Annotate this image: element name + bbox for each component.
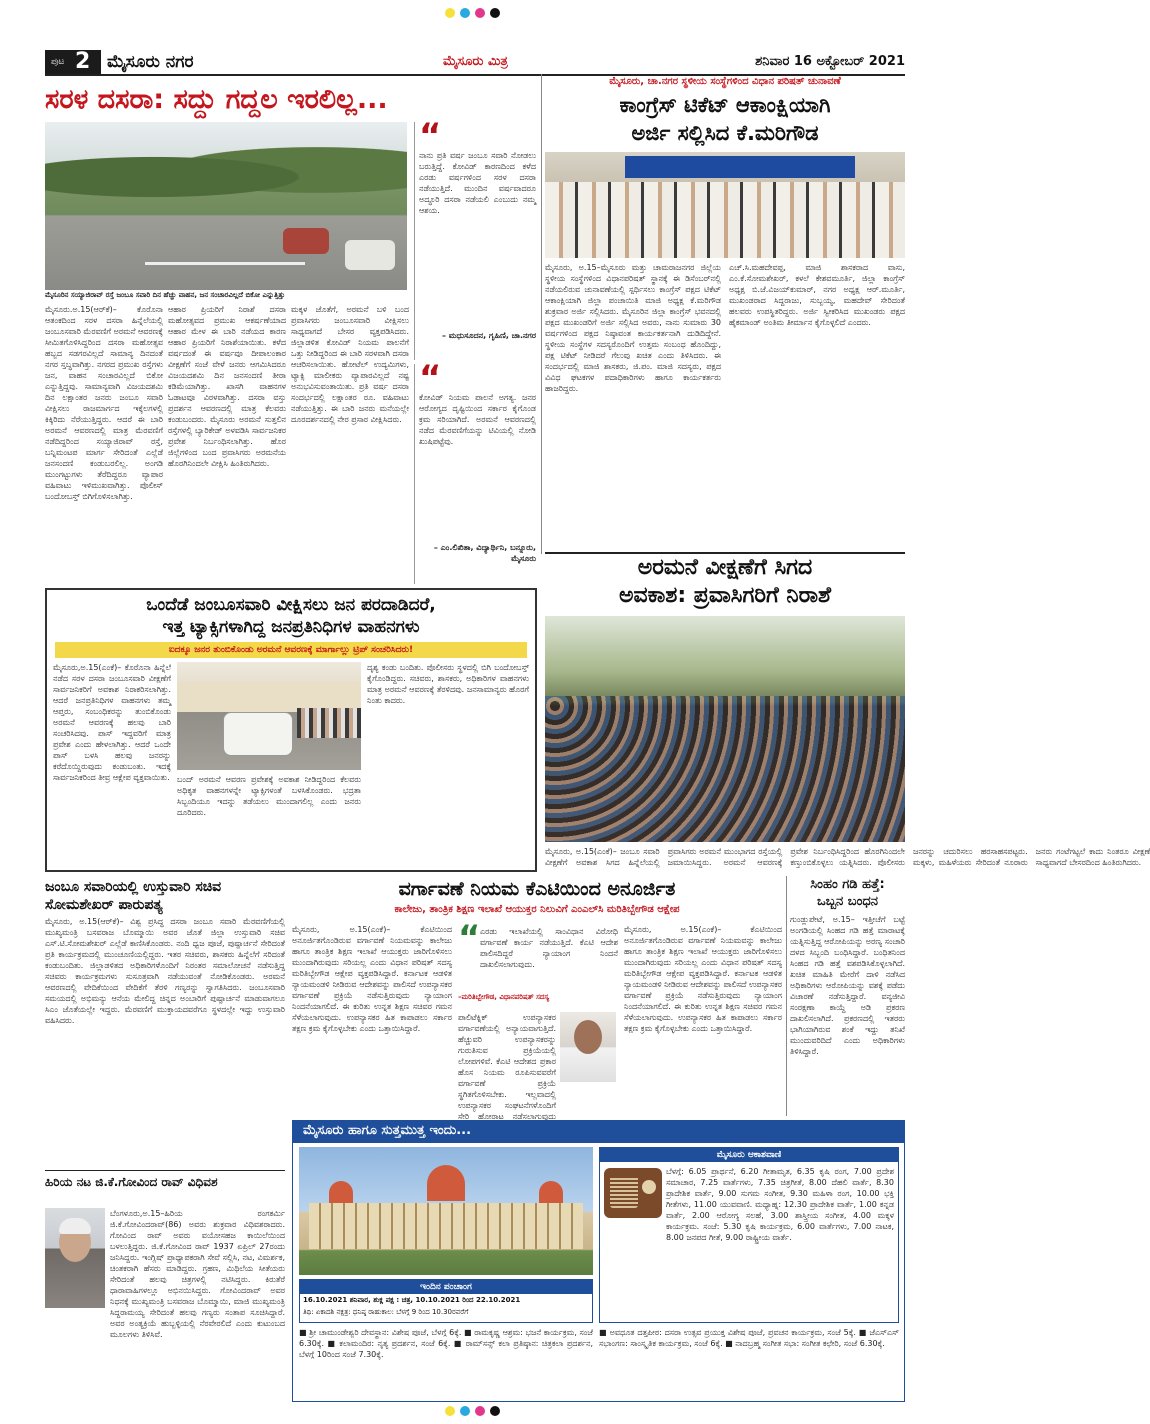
lead-body-col-3: ಮಕ್ಕಳ ಜೊತೆಗೆ, ಅರಮನೆ ಬಳಿ ಬಂದ ಪ್ರವಾಸಿಗರು ಜಂಬೂಸವಾರಿ ವೀಕ್ಷಿಸಲು ಸಾಧ್ಯವಾಗದೆ ಬೇಸರ ವ್ಯಕ್ತಪಡಿಸಿದರು. ಜಿಲ್ಲಾಡಳಿತ ಕೋವಿಡ್ ನಿಯಮ ಪಾಲನೆಗೆ ಒತ್ತು ನೀಡಿದ್ದರಿಂದ ಈ ಬಾರಿ ಸರಳವಾಗಿ ದಸರಾ ಆಚರಿಸಲಾಯಿತು. ಹೋಟೆಲ್ ಉದ್ಯಮಿಗಳು, ಟ್ಯಾಕ್ಸಿ ಮಾಲೀಕರು ವ್ಯಾಪಾರವಿಲ್ಲದೆ ನಷ್ಟ ಅನುಭವಿಸುವಂತಾಯಿತು. ಪ್ರತಿ ವರ್ಷ ದಸರಾ ಸಂದರ್ಭದಲ್ಲಿ ಲಕ್ಷಾಂತರ ರೂ. ವಹಿವಾಟು ನಡೆಯುತ್ತಿತ್ತು. ಈ ಬಾರಿ ಜನರು ಮನೆಯಲ್ಲೇ ದೂರದರ್ಶನದಲ್ಲಿ ನೇರ ಪ್ರಸಾರ ವೀಕ್ಷಿಸಿದರು. [291,305,409,424]
registration-mark-bottom-black [490,1406,500,1416]
varga-portrait [560,1012,616,1082]
today-section [292,1120,905,1402]
registration-mark-cyan [460,8,470,18]
jumbo-story-box [45,588,537,872]
panchanga-line-1: 16.10.2021 ಶನಿವಾರ, ಶುಕ್ಲ ಪಕ್ಷ : ಚತ್ರ, 10.10.2021 ರಿಂದ 22.10.2021 [303,1296,521,1304]
tourists-headline-line2: ಅವಕಾಶ: ಪ್ರವಾಸಿಗರಿಗೆ ನಿರಾಶೆ [619,583,831,608]
quote-mark-2: “ [419,358,442,398]
varga-quote-text: ಎರಡು ಇಲಾಖೆಯಲ್ಲಿ ಸಾಂವಿಧಾನ ವಿರೋಧಿ ವರ್ಗಾವಣೆ ಕಾರ್ಯ ನಡೆಯುತ್ತಿದೆ. ಕೆಎಟಿ ಆದೇಶ ಪಾಲಿಸದಿದ್ದರೆ ನ್ಯಾಯಾಂಗ ನಿಂದನೆ ದಾಖಲಿಸಲಾಗುವುದು. [480,927,618,969]
page-label: ಪುಟ [51,57,65,67]
lion-body: ಗುಂಡ್ಲುಪೇಟೆ, ಅ.15– ಇತ್ತೀಚೆಗೆ ಬಟ್ಟೆ ಅಂಗಡಿಯಲ್ಲಿ ಸಿಂಹದ ಗಡಿ ಹತ್ತೆ ಮಾರಾಟಕ್ಕೆ ಯತ್ನಿಸುತ್ತಿದ್ದ ಆರೋಪಿಯನ್ನು ಅರಣ್ಯ ಸಂಚಾರಿ ದಳದ ಸಿಬ್ಬಂದಿ ಬಂಧಿಸಿದ್ದಾರೆ. ಬಂಧಿತನಿಂದ ಸಿಂಹದ ಗಡಿ ಹತ್ತೆ ವಶಪಡಿಸಿಕೊಳ್ಳಲಾಗಿದೆ. ಖಚಿತ ಮಾಹಿತಿ ಮೇರೆಗೆ ದಾಳಿ ನಡೆಸಿದ ಅಧಿಕಾರಿಗಳು ಆರೋಪಿಯನ್ನು ವಶಕ್ಕೆ ಪಡೆದು ವಿಚಾರಣೆ ನಡೆಸುತ್ತಿದ್ದಾರೆ. ವನ್ಯಜೀವಿ ಸಂರಕ್ಷಣಾ ಕಾಯ್ದೆ ಅಡಿ ಪ್ರಕರಣ ದಾಖಲಿಸಲಾಗಿದೆ. ಪ್ರಕರಣದಲ್ಲಿ ಇತರರು ಭಾಗಿಯಾಗಿರುವ ಶಂಕೆ ಇದ್ದು ತನಿಖೆ ಮುಂದುವರಿದಿದೆ ಎಂದು ಅಧಿಕಾರಿಗಳು ತಿಳಿಸಿದ್ದಾರೆ. [790,915,905,1056]
registration-mark-magenta [475,8,485,18]
quote-box-2 [414,358,536,584]
congress-body-col-2: ಎಚ್.ಸಿ.ಮಹದೇವಪ್ಪ, ಮಾಜಿ ಶಾಸಕರಾದ ವಾಸು, ಎಂ.ಕೆ.ಸೋಮಶೇಖರ್, ಕಳಲೆ ಕೇಶವಮೂರ್ತಿ, ಜಿಲ್ಲಾ ಕಾಂಗ್ರೆಸ್ ಅಧ್ಯಕ್ಷ ಬಿ.ಜೆ.ವಿಜಯ್‌ಕುಮಾರ್, ನಗರ ಅಧ್ಯಕ್ಷ ಆರ್.ಮೂರ್ತಿ, ಮುಖಂಡರಾದ ಸಿದ್ದರಾಜು, ಸುಬ್ಬಯ್ಯ, ಮಹದೇವ್ ಸೇರಿದಂತೆ ಹಲವರು ಉಪಸ್ಥಿತರಿದ್ದರು. ಅರ್ಜಿ ಸ್ವೀಕರಿಸಿದ ಮುಖಂಡರು ಪಕ್ಷದ ಹೈಕಮಾಂಡ್ ಅಂತಿಮ ತೀರ್ಮಾನ ಕೈಗೊಳ್ಳಲಿದೆ ಎಂದರು. [729,263,905,327]
registration-mark-bottom-cyan [460,1406,470,1416]
jumbo-headline-line1: ಒಂದೆಡೆ ಜಂಬೂಸವಾರಿ ವೀಕ್ಷಿಸಲು ಜನ ಪರದಾಡಿದರೆ, [146,595,436,615]
tourists-headline-box [545,552,905,612]
congress-body-col-1: ಮೈಸೂರು, ಅ.15–ಮೈಸೂರು ಮತ್ತು ಚಾಮರಾಜನಗರ ಜಿಲ್ಲೆಯ ಸ್ಥಳೀಯ ಸಂಸ್ಥೆಗಳಿಂದ ವಿಧಾನಪರಿಷತ್ ಸ್ಥಾನಕ್ಕೆ ಈ ಡಿಸೆಂಬರ್‌ನಲ್ಲಿ ನಡೆಯಲಿರುವ ಚುನಾವಣೆಯಲ್ಲಿ ಸ್ಪರ್ಧಿಸಲು ಕಾಂಗ್ರೆಸ್ ಪಕ್ಷದ ಟಿಕೆಟ್ ಆಕಾಂಕ್ಷಿಯಾಗಿ ಜಿಲ್ಲಾ ಪಂಚಾಯಿತಿ ಮಾಜಿ ಅಧ್ಯಕ್ಷ ಕೆ.ಮರಿಗೌಡ ಶುಕ್ರವಾರ ಅರ್ಜಿ ಸಲ್ಲಿಸಿದರು. ಮೈಸೂರಿನ ಜಿಲ್ಲಾ ಕಾಂಗ್ರೆಸ್ ಭವನದಲ್ಲಿ ಪಕ್ಷದ ಮುಖಂಡರಿಗೆ ಅರ್ಜಿ ಸಲ್ಲಿಸಿದ ಅವರು, ನಾನು ಸುಮಾರು 30 ವರ್ಷಗಳಿಂದ ಪಕ್ಷದ ನಿಷ್ಠಾವಂತ ಕಾರ್ಯಕರ್ತನಾಗಿ ದುಡಿದಿದ್ದೇನೆ. ಸ್ಥಳೀಯ ಸಂಸ್ಥೆಗಳ ಸದಸ್ಯರೊಂದಿಗೆ ಉತ್ತಮ ಸಂಬಂಧ ಹೊಂದಿದ್ದು, ಪಕ್ಷ ಟಿಕೆಟ್ ನೀಡಿದರೆ ಗೆಲುವು ಖಚಿತ ಎಂದು ತಿಳಿಸಿದರು. ಈ ಸಂದರ್ಭದಲ್ಲಿ ಮಾಜಿ ಶಾಸಕರು, ಜಿ.ಪಂ. ಮಾಜಿ ಸದಸ್ಯರು, ಪಕ್ಷದ ವಿವಿಧ ಘಟಕಗಳ ಪದಾಧಿಕಾರಿಗಳು ಹಾಗೂ ಕಾರ್ಯಕರ್ತರು ಹಾಜರಿದ್ದರು. [545,263,721,393]
radio-title: ಮೈಸೂರು ಆಕಾಶವಾಣಿ [600,1148,898,1162]
car-red [283,228,329,254]
radio-dial [642,1180,656,1194]
section-title: ಮೈಸೂರು ನಗರ [107,52,194,72]
lead-body-col-2: ಆಹಾರ ಪ್ರಿಯರಿಗೆ ನಿರಾಶೆ ದಸರಾ ಮಹೋತ್ಸವದ ಪ್ರಮುಖ ಆಕರ್ಷಣೆಯಾದ ಆಹಾರ ಮೇಳ ಈ ಬಾರಿ ನಡೆಯದ ಕಾರಣ ಆಹಾರ ಪ್ರಿಯರಿಗೆ ನಿರಾಶೆಯಾಯಿತು. ಕಳೆದ ವರ್ಷದಂತೆ ಈ ವರ್ಷವೂ ದೀಪಾಲಂಕಾರ ವೀಕ್ಷಣೆಗೆ ಸಂಜೆ ವೇಳೆ ಜನರು ಆಗಮಿಸಿದರೂ ವಿಜಯದಶಮಿ ದಿನ ಜನಸಂದಣಿ ತೀರಾ ಕಡಿಮೆಯಾಗಿತ್ತು. ಖಾಸಗಿ ವಾಹನಗಳ ಓಡಾಟವೂ ವಿರಳವಾಗಿತ್ತು. ದಸರಾ ವಸ್ತು ಪ್ರದರ್ಶನ ಆವರಣದಲ್ಲಿ ಮಾತ್ರ ಕೆಲವರು ಕಂಡುಬಂದರು. ಮೈಸೂರು ಅರಮನೆ ಸುತ್ತಲಿನ ರಸ್ತೆಗಳಲ್ಲಿ ಬ್ಯಾರಿಕೇಡ್ ಅಳವಡಿಸಿ ಸಾರ್ವಜನಿಕರ ಪ್ರವೇಶ ನಿರ್ಬಂಧಿಸಲಾಗಿತ್ತು. ಹೊರ ಜಿಲ್ಲೆಗಳಿಂದ ಬಂದ ಪ್ರವಾಸಿಗರು ಅರಮನೆಯ ಹೊರಗಿನಿಂದಲೇ ವೀಕ್ಷಿಸಿ ಹಿಂತಿರುಗಿದರು. [168,305,286,468]
varga-face [574,1020,602,1054]
today-banner [293,1121,904,1143]
subhead-food-lovers [168,304,286,584]
tree-canopy [45,142,407,212]
varga-body-col-1: ಮೈಸೂರು, ಅ.15(ಎಂಕೆ)– ಕೆಎಟಿಯಿಂದ ಅನೂರ್ಜಿತಗೊಂಡಿರುವ ವರ್ಗಾವಣೆ ನಿಯಮವನ್ನು ಕಾಲೇಜು ಹಾಗೂ ತಾಂತ್ರಿಕ ಶಿಕ್ಷಣ ಇಲಾಖೆ ಆಯುಕ್ತರು ಜಾರಿಗೊಳಿಸಲು ಮುಂದಾಗಿರುವುದು ಸರಿಯಲ್ಲ ಎಂದು ವಿಧಾನ ಪರಿಷತ್ ಸದಸ್ಯ ಮರಿತಿಬ್ಬೇಗೌಡ ಆಕ್ಷೇಪ ವ್ಯಕ್ತಪಡಿಸಿದ್ದಾರೆ. ಕರ್ನಾಟಕ ಆಡಳಿತ ನ್ಯಾಯಮಂಡಳಿ ನೀಡಿರುವ ಆದೇಶವನ್ನು ಪಾಲಿಸದೆ ಉಪನ್ಯಾಸಕರ ವರ್ಗಾವಣೆ ಪ್ರಕ್ರಿಯೆ ನಡೆಸುತ್ತಿರುವುದು ನ್ಯಾಯಾಂಗ ನಿಂದನೆಯಾಗಲಿದೆ. ಈ ಕುರಿತು ಉನ್ನತ ಶಿಕ್ಷಣ ಸಚಿವರ ಗಮನ ಸೆಳೆಯಲಾಗುವುದು. ಉಪನ್ಯಾಸಕರ ಹಿತ ಕಾಪಾಡಲು ಸರ್ಕಾರ ತಕ್ಷಣ ಕ್ರಮ ಕೈಗೊಳ್ಳಬೇಕು ಎಂದು ಒತ್ತಾಯಿಸಿದ್ದಾರೆ. [292,925,452,1033]
radio-box [599,1147,899,1323]
somashekar-headline: ಜಂಬೂ ಸವಾರಿಯಲ್ಲಿ ಉಸ್ತುವಾರಿ ಸಚಿವ ಸೋಮಶೇಖರ್ ಪಾರುಪತ್ಯ [45,879,222,913]
today-banner-text: ಮೈಸೂರು ಹಾಗೂ ಸುತ್ತಮುತ್ತ ಇಂದು... [303,1123,472,1138]
quote-1-text: ನಾನು ಪ್ರತಿ ವರ್ಷ ಜಂಬೂ ಸವಾರಿ ನೋಡಲು ಬರುತ್ತಿದ್ದೆ. ಕೋವಿಡ್ ಕಾರಣದಿಂದ ಕಳೆದ ಎರಡು ವರ್ಷಗಳಿಂದ ಸರಳ ದಸರಾ ನಡೆಯುತ್ತಿದೆ. ಮುಂದಿನ ವರ್ಷವಾದರೂ ಅದ್ಧೂರಿ ದಸರಾ ನಡೆಯಲಿ ಎಂಬುದು ನಮ್ಮ ಆಶಯ. [419,151,536,215]
jumbo-headline-line2: ಇತ್ತ ಟ್ಯಾಕ್ಸಿಗಳಾಗಿದ್ದ ಜನಪ್ರತಿನಿಧಿಗಳ ವಾಹನಗಳು [162,617,420,637]
radio-icon [604,1168,662,1218]
page-date: ಶನಿವಾರ 16 ಅಕ್ಟೋಬರ್ 2021 [755,54,905,69]
varga-subhead: ಕಾಲೇಜು, ತಾಂತ್ರಿಕ ಶಿಕ್ಷಣ ಇಲಾಖೆ ಆಯುಕ್ತರ ನಿಲುವಿಗೆ ಎಂಎಲ್‌ಸಿ ಮರಿತಿಬ್ಬೇಗೌಡ ಆಕ್ಷೇಪ [394,904,680,915]
lead-photo-caption: ಮೈಸೂರಿನ ಸಯ್ಯಾಜಿರಾವ್ ರಸ್ತೆ ಜಂಬೂ ಸವಾರಿ ದಿನ ಹೆಚ್ಚು ವಾಹನ, ಜನ ಸಂಚಾರವಿಲ್ಲದೆ ಬಿಕೋ ಎನ್ನುತ್ತಿತ್ತು [45,291,285,299]
varga-quote-box [458,918,618,1008]
varga-body-col-3: ಮೈಸೂರು, ಅ.15(ಎಂಕೆ)– ಕೆಎಟಿಯಿಂದ ಅನೂರ್ಜಿತಗೊಂಡಿರುವ ವರ್ಗಾವಣೆ ನಿಯಮವನ್ನು ಕಾಲೇಜು ಹಾಗೂ ತಾಂತ್ರಿಕ ಶಿಕ್ಷಣ ಇಲಾಖೆ ಆಯುಕ್ತರು ಜಾರಿಗೊಳಿಸಲು ಮುಂದಾಗಿರುವುದು ಸರಿಯಲ್ಲ ಎಂದು ವಿಧಾನ ಪರಿಷತ್ ಸದಸ್ಯ ಮರಿತಿಬ್ಬೇಗೌಡ ಆಕ್ಷೇಪ ವ್ಯಕ್ತಪಡಿಸಿದ್ದಾರೆ. ಕರ್ನಾಟಕ ಆಡಳಿತ ನ್ಯಾಯಮಂಡಳಿ ನೀಡಿರುವ ಆದೇಶವನ್ನು ಪಾಲಿಸದೆ ಉಪನ್ಯಾಸಕರ ವರ್ಗಾವಣೆ ಪ್ರಕ್ರಿಯೆ ನಡೆಸುತ್ತಿರುವುದು ನ್ಯಾಯಾಂಗ ನಿಂದನೆಯಾಗಲಿದೆ. ಈ ಕುರಿತು ಉನ್ನತ ಶಿಕ್ಷಣ ಸಚಿವರ ಗಮನ ಸೆಳೆಯಲಾಗುವುದು. ಉಪನ್ಯಾಸಕರ ಹಿತ ಕಾಪಾಡಲು ಸರ್ಕಾರ ತಕ್ಷಣ ಕ್ರಮ ಕೈಗೊಳ್ಳಬೇಕು ಎಂದು ಒತ್ತಾಯಿಸಿದ್ದಾರೆ. [624,925,782,1033]
lion-headline-line1: ಸಿಂಹಂ ಗಡಿ ಹತ್ತೆ: [810,877,885,892]
varga-headline: ವರ್ಗಾವಣೆ ನಿಯಮ ಕೆಎಟಿಯಿಂದ ಅನೂರ್ಜಿತ [398,878,676,900]
lead-headline: ಸರಳ ದಸರಾ: ಸದ್ದು ಗದ್ದಲ ಇರಲಿಲ್ಲ... [45,84,388,115]
varga-quote-attribution: –ಮರಿತಿಬ್ಬೇಗೌಡ, ವಿಧಾನಪರಿಷತ್ ಸದಸ್ಯ [458,993,550,1001]
lead-photo-street [45,122,407,290]
jumbo-strapline: ಐದಕ್ಕೂ ಜನರ ತುಂಬಿಕೊಂಡು ಅರಮನೆ ಆವರಣಕ್ಕೆ ಮಾರ್ಗಾಲ್ಲು ಟ್ರಿಪ್ ಸಂಚರಿಸಿದರು! [55,642,527,658]
quote-box-1 [414,116,536,360]
somashekar-body: ಮೈಸೂರು, ಅ.15(ಆರ್‌ಕೆ)– ವಿಶ್ವ ಪ್ರಸಿದ್ಧ ದಸರಾ ಜಂಬೂ ಸವಾರಿ ಮೆರವಣಿಗೆಯಲ್ಲಿ ಮುಖ್ಯಮಂತ್ರಿ ಬಸವರಾಜ ಬೊಮ್ಮಾಯಿ ಅವರ ಜೊತೆ ಜಿಲ್ಲಾ ಉಸ್ತುವಾರಿ ಸಚಿವ ಎಸ್.ಟಿ.ಸೋಮಶೇಖರ್ ಎಲ್ಲೆಡೆ ಕಾಣಿಸಿಕೊಂಡರು. ನಂದಿ ಧ್ವಜ ಪೂಜೆ, ಪುಷ್ಪಾರ್ಚನೆ ಸೇರಿದಂತೆ ಪ್ರತಿ ಕಾರ್ಯಕ್ರಮದಲ್ಲಿ ಮುಂಚೂಣಿಯಲ್ಲಿದ್ದರು. ಇತರ ಸಚಿವರು, ಶಾಸಕರು ಹಿನ್ನೆಲೆಗೆ ಸರಿದಂತೆ ಕಂಡುಬಂದಿತು. ಜಿಲ್ಲಾಡಳಿತದ ಅಧಿಕಾರಿಗಳೊಂದಿಗೆ ನಿರಂತರ ಸಮಾಲೋಚನೆ ನಡೆಸುತ್ತಿದ್ದ ಸಚಿವರು ಕಾರ್ಯಕ್ರಮಗಳು ಸುಸೂತ್ರವಾಗಿ ನಡೆಯುವಂತೆ ನೋಡಿಕೊಂಡರು. ಅರಮನೆ ಆವರಣದಲ್ಲಿ ವೇದಿಕೆಯಿಂದ ವೇದಿಕೆಗೆ ತೆರಳಿ ಗಣ್ಯರನ್ನು ಸ್ವಾಗತಿಸಿದರು. ಜಂಬೂಸವಾರಿ ಸಮಯದಲ್ಲಿ ಅಭಿಮನ್ಯು ಆನೆಯ ಮೇಲಿದ್ದ ಚಿನ್ನದ ಅಂಬಾರಿಗೆ ಪುಷ್ಪಾರ್ಚನೆ ಮಾಡುವಾಗಲೂ ಸಿಎಂ ಜೊತೆಯಲ್ಲೇ ಇದ್ದರು. ಮೆರವಣಿಗೆ ಮುಕ್ತಾಯದವರೆಗೂ ಸ್ಥಳದಲ್ಲೇ ಇದ್ದು ಉಸ್ತುವಾರಿ ವಹಿಸಿದರು. [45,917,285,1025]
today-events-left: ■ ಶ್ರೀ ಚಾಮುಂಡೇಶ್ವರಿ ದೇವಸ್ಥಾನ: ವಿಶೇಷ ಪೂಜೆ, ಬೆಳಗ್ಗೆ 6ಕ್ಕೆ. ■ ರಾಮಕೃಷ್ಣ ಆಶ್ರಮ: ಭಜನೆ ಕಾರ್ಯಕ್ರಮ, ಸಂಜೆ 6.30ಕ್ಕೆ. ■ ಕಲಾಮಂದಿರ: ನೃತ್ಯ ಪ್ರದರ್ಶನ, ಸಂಜೆ 6ಕ್ಕೆ. ■ ರಾಮ್‌ಸನ್ಸ್ ಕಲಾ ಪ್ರತಿಷ್ಠಾನ: ಚಿತ್ರಕಲಾ ಪ್ರದರ್ಶನ, ಬೆಳಗ್ಗೆ 10ರಿಂದ ಸಂಜೆ 7.30ಕ್ಕೆ. [299,1328,593,1359]
jumbo-photo-cars [177,662,361,770]
masthead [45,50,905,74]
palace-dome-center [427,1165,465,1201]
radio-speaker-grille [610,1176,638,1208]
road-marking [145,262,305,265]
palace-photo [299,1147,593,1275]
obituary-headline: ಹಿರಿಯ ನಟ ಜಿ.ಕೆ.ಗೋವಿಂದ ರಾವ್ ವಿಧಿವಶ [45,1175,218,1189]
portrait-hair [59,1218,91,1234]
tourists-headline-line1: ಅರಮನೆ ವೀಕ್ಷಣೆಗೆ ಸಿಗದ [637,555,813,580]
tourists-body: ಮೈಸೂರು, ಅ.15(ಎಂಕೆ)– ಜಂಬೂ ಸವಾರಿ ವೀಕ್ಷಣೆಗೆ ಅವಕಾಶ ಸಿಗದ ಹಿನ್ನೆಲೆಯಲ್ಲಿ ಪ್ರವಾಸಿಗರು ಅರಮನೆ ಮುಂಭಾಗದ ರಸ್ತೆಯಲ್ಲಿ ಜಮಾಯಿಸಿದ್ದರು. ಅರಮನೆ ಆವರಣಕ್ಕೆ ಪ್ರವೇಶ ನಿರ್ಬಂಧಿಸಿದ್ದರಿಂದ ಹೊರಗಿನಿಂದಲೇ ಕಣ್ತುಂಬಿಕೊಳ್ಳಲು ಯತ್ನಿಸಿದರು. ಪೊಲೀಸರು ಜನರನ್ನು ಚದುರಿಸಲು ಹರಸಾಹಸಪಟ್ಟರು. ಮಕ್ಕಳು, ಮಹಿಳೆಯರು ಸೇರಿದಂತೆ ನೂರಾರು ಜನರು ಗಂಟೆಗಟ್ಟಲೆ ಕಾದು ನಿಂತರೂ ವೀಕ್ಷಣೆ ಸಾಧ್ಯವಾಗದೆ ಬೇಸರದಿಂದ ಹಿಂತಿರುಗಿದರು. [545,847,1150,867]
palace-dome-right [539,1181,563,1205]
page-number: 2 [75,49,91,74]
quote-2-attribution: – ಎಂ.ಲಿಖಿತಾ, ವಿದ್ಯಾರ್ಥಿನಿ, ಬನ್ನೂರು, ಮೈಸೂರು [433,543,536,563]
congress-divider [541,74,542,554]
varga-quote-mark: “ [458,918,481,958]
jumbo-body-col-3: ದೃಶ್ಯ ಕಂಡು ಬಂದಿತು. ಪೊಲೀಸರು ಸ್ಥಳದಲ್ಲಿ ಬಿಗಿ ಬಂದೋಬಸ್ತ್ ಕೈಗೊಂಡಿದ್ದರು. ಸಚಿವರು, ಶಾಸಕರು, ಅಧಿಕಾರಿಗಳ ವಾಹನಗಳು ಮಾತ್ರ ಅರಮನೆ ಆವರಣಕ್ಕೆ ತೆರಳಿದವು. ಜನಸಾಮಾನ್ಯರು ಹೊರಗೆ ನಿಂತು ಕಾದರು. [367,663,529,705]
registration-mark-black [490,8,500,18]
tourists-photo-crowd [545,616,905,842]
radio-schedule: ಬೆಳಗ್ಗೆ: 6.05 ಪ್ರಾರ್ಥನೆ, 6.20 ಗೀತಾಮೃತ, 6.35 ಕೃಷಿ ರಂಗ, 7.00 ಪ್ರದೇಶ ಸಮಾಚಾರ, 7.25 ವಾರ್ತೆಗಳು, 7.35 ಚಿತ್ರಗೀತೆ, 8.00 ದೆಹಲಿ ವಾರ್ತೆ, 8.30 ಪ್ರಾದೇಶಿಕ ವಾರ್ತೆ, 9.00 ಸುಗಮ ಸಂಗೀತ, 9.30 ಮಹಿಳಾ ರಂಗ, 10.00 ಭಕ್ತಿ ಗೀತೆಗಳು, 11.00 ಯುವವಾಣಿ. ಮಧ್ಯಾಹ್ನ: 12.30 ಪ್ರಾದೇಶಿಕ ವಾರ್ತೆ, 1.00 ಕನ್ನಡ ವಾರ್ತೆ, 2.00 ಆರೋಗ್ಯ ಸಲಹೆ, 3.00 ಶಾಸ್ತ್ರೀಯ ಸಂಗೀತ, 4.00 ಮಕ್ಕಳ ಕಾರ್ಯಕ್ರಮ. ಸಂಜೆ: 5.30 ಕೃಷಿ ಕಾರ್ಯಕ್ರಮ, 6.00 ವಾರ್ತೆಗಳು, 7.00 ನಾಟಕ, 8.00 ಜನಪದ ಗೀತೆ, 9.00 ರಾಷ್ಟ್ರೀಯ ವಾರ್ತೆ. [666,1167,894,1242]
palace-facade [309,1203,583,1249]
lion-divider [786,876,787,1116]
registration-mark-yellow [445,8,455,18]
congress-headline-line1: ಕಾಂಗ್ರೆಸ್ ಟಿಕೆಟ್ ಆಕಾಂಕ್ಷಿಯಾಗಿ [619,93,831,117]
quote-2-text: ಕೋವಿಡ್ ನಿಯಮ ಪಾಲನೆ ಅಗತ್ಯ. ಜನರ ಆರೋಗ್ಯದ ದೃಷ್ಟಿಯಿಂದ ಸರ್ಕಾರ ಕೈಗೊಂಡ ಕ್ರಮ ಸರಿಯಾಗಿದೆ. ಅರಮನೆ ಆವರಣದಲ್ಲಿ ನಡೆದ ಮೆರವಣಿಗೆಯನ್ನು ಟಿವಿಯಲ್ಲಿ ನೋಡಿ ಖುಷಿಪಟ್ಟೆವು. [419,393,536,446]
lead-body-col-1: ಮೈಸೂರು.ಅ.15(ಆರ್‌ಕೆ)– ಕೊರೊನಾ ಆತಂಕದಿಂದ ಸರಳ ದಸರಾ ಹಿನ್ನೆಲೆಯಲ್ಲಿ ಜಂಬೂಸವಾರಿ ಮೆರವಣಿಗೆ ಅರಮನೆ ಆವರಣಕ್ಕೆ ಸೀಮಿತಗೊಳಿಸಿದ್ದರಿಂದ ದಸರಾ ಮಹೋತ್ಸವ ಹಬ್ಬದ ಸಡಗರವಿಲ್ಲದೆ ಸಾಮಾನ್ಯ ದಿನದಂತೆ ನಗರ ಸ್ತಬ್ಧವಾಗಿತ್ತು. ನಗರದ ಪ್ರಮುಖ ರಸ್ತೆಗಳು ಜನ, ವಾಹನ ಸಂಚಾರವಿಲ್ಲದೆ ಬಿಕೋ ಎನ್ನುತ್ತಿದ್ದವು. ಸಾಮಾನ್ಯವಾಗಿ ವಿಜಯದಶಮಿ ದಿನ ಲಕ್ಷಾಂತರ ಜನರು ಜಂಬೂ ಸವಾರಿ ವೀಕ್ಷಿಸಲು ರಾಜಮಾರ್ಗದ ಇಕ್ಕೆಲಗಳಲ್ಲಿ ಕಿಕ್ಕಿರಿದು ನೆರೆಯುತ್ತಿದ್ದರು. ಆದರೆ ಈ ಬಾರಿ ಅರಮನೆ ಆವರಣದಲ್ಲಿ ಮಾತ್ರ ಮೆರವಣಿಗೆ ನಡೆದಿದ್ದರಿಂದ ಸಯ್ಯಾಜಿರಾವ್ ರಸ್ತೆ, ಬನ್ನಿಮಂಟಪ ಮಾರ್ಗ ಸೇರಿದಂತೆ ಎಲ್ಲೆಡೆ ಜನಸಂದಣಿ ಕಂಡುಬರಲಿಲ್ಲ. ಅಂಗಡಿ ಮುಂಗಟ್ಟುಗಳು ತೆರೆದಿದ್ದರೂ ವ್ಯಾಪಾರ ವಹಿವಾಟು ಇಳಿಮುಖವಾಗಿತ್ತು. ಪೊಲೀಸ್ ಬಂದೋಬಸ್ತ್ ಬಿಗಿಗೊಳಿಸಲಾಗಿತ್ತು. [45,305,163,501]
congress-photo-group [545,152,905,258]
banner-background [625,156,855,178]
crowd-heads [545,696,905,842]
registration-mark-bottom-yellow [445,1406,455,1416]
quote-1-attribution: – ಮಧುಸೂದನ, ಗೃಹಿಣಿ, ಚಾ.ನಗರ [442,331,536,340]
panchanga-box [299,1279,593,1323]
congress-kicker: ಮೈಸೂರು, ಚಾ.ನಗರ ಸ್ಥಳೀಯ ಸಂಸ್ಥೆಗಳಿಂದ ವಿಧಾನ ಪರಿಷತ್ ಚುನಾವಣೆ [609,76,841,87]
crowd-in-back [297,708,361,738]
varga-body-col-2: ಪಾಲಿಟೆಕ್ನಿಕ್ ಉಪನ್ಯಾಸಕರ ವರ್ಗಾವಣೆಯಲ್ಲಿ ಅನ್ಯಾಯವಾಗುತ್ತಿದೆ. ಹೆಚ್ಚುವರಿ ಉಪನ್ಯಾಸಕರನ್ನು ಗುರುತಿಸುವ ಪ್ರಕ್ರಿಯೆಯಲ್ಲಿ ಲೋಪಗಳಿವೆ. ಕೆಎಟಿ ಆದೇಶದ ಪ್ರಕಾರ ಹೊಸ ನಿಯಮ ರೂಪಿಸುವವರೆಗೆ ವರ್ಗಾವಣೆ ಪ್ರಕ್ರಿಯೆ ಸ್ಥಗಿತಗೊಳಿಸಬೇಕು. ಇಲ್ಲವಾದಲ್ಲಿ ಉಪನ್ಯಾಸಕರ ಸಂಘಟನೆಗಳೊಂದಿಗೆ ಸೇರಿ ಹೋರಾಟ ನಡೆಸಲಾಗುವುದು [458,1013,556,1121]
obituary-portrait [45,1208,105,1308]
today-events-right: ■ ಅವಧೂತ ದತ್ತಪೀಠ: ದಸರಾ ಉತ್ಸವ ಪ್ರಯುಕ್ತ ವಿಶೇಷ ಪೂಜೆ, ಪ್ರವಚನ ಕಾರ್ಯಕ್ರಮ, ಸಂಜೆ 5ಕ್ಕೆ. ■ ಜೆಎಸ್‌ಎಸ್ ಸಭಾಂಗಣ: ಸಾಂಸ್ಕೃತಿಕ ಕಾರ್ಯಕ್ರಮ, ಸಂಜೆ 6ಕ್ಕೆ. ■ ನಾದಬ್ರಹ್ಮ ಸಂಗೀತ ಸಭಾ: ಸಂಗೀತ ಕಛೇರಿ, ಸಂಜೆ 6.30ಕ್ಕೆ. [599,1328,899,1348]
obituary-rule [45,1170,285,1171]
car-white [345,240,395,270]
suv-white [223,712,293,756]
quote-mark-1: “ [419,116,442,156]
panchanga-line-2: ತಿಥಿ: ಏಕಾದಶಿ ನಕ್ಷತ್ರ: ಧನಿಷ್ಠ ರಾಹುಕಾಲ: ಬೆಳಗ್ಗೆ 9 ರಿಂದ 10.30ರವರೆಗೆ [303,1308,469,1316]
jumbo-body-col-2: ಬಂದ್‌ ಅರಮನೆ ಆವರಣ ಪ್ರವೇಶಕ್ಕೆ ಅವಕಾಶ ನೀಡಿದ್ದರಿಂದ ಕೆಲವರು ಅಧಿಕೃತ ವಾಹನಗಳನ್ನೇ ಟ್ಯಾಕ್ಸಿಗಳಂತೆ ಬಳಸಿಕೊಂಡರು. ಭದ್ರತಾ ಸಿಬ್ಬಂದಿಯೂ ಇದನ್ನು ತಡೆಯಲು ಮುಂದಾಗಲಿಲ್ಲ ಎಂದು ಜನರು ದೂರಿದರು. [177,775,361,817]
registration-mark-bottom-magenta [475,1406,485,1416]
page-number-box [45,50,101,74]
panchanga-title: ಇಂದಿನ ಪಂಚಾಂಗ [300,1280,592,1294]
paper-name: ಮೈಸೂರು ಮಿತ್ರ [443,54,508,69]
jumbo-body-col-1: ಮೈಸೂರು,ಅ.15(ಎಂಕೆ)– ಕೊರೊನಾ ಹಿನ್ನೆಲೆ ನಡೆದ ಸರಳ ದಸರಾ ಜಂಬೂಸವಾರಿ ವೀಕ್ಷಣೆಗೆ ಸಾರ್ವಜನಿಕರಿಗೆ ಅವಕಾಶ ನಿರಾಕರಿಸಲಾಗಿತ್ತು. ಆದರೆ ಜನಪ್ರತಿನಿಧಿಗಳ ವಾಹನಗಳು ತಮ್ಮ ಆಪ್ತರು, ಸಂಬಂಧಿಕರನ್ನು ತುಂಬಿಕೊಂಡು ಅರಮನೆ ಆವರಣಕ್ಕೆ ಹಲವು ಬಾರಿ ಸಂಚರಿಸಿದವು. ಪಾಸ್ ಇದ್ದವರಿಗೆ ಮಾತ್ರ ಪ್ರವೇಶ ಎಂದು ಹೇಳಲಾಗಿತ್ತು. ಆದರೆ ಒಂದೇ ಪಾಸ್ ಬಳಸಿ ಹಲವು ಜನರನ್ನು ಕರೆದೊಯ್ದಿರುವುದು ಕಂಡುಬಂತು. ಇದಕ್ಕೆ ಸಾರ್ವಜನಿಕರಿಂದ ತೀವ್ರ ಆಕ್ಷೇಪ ವ್ಯಕ್ತವಾಯಿತು. [53,663,171,782]
obituary-body: ಬೆಂಗಳೂರು,ಅ.15–ಹಿರಿಯ ರಂಗಕರ್ಮಿ ಜಿ.ಕೆ.ಗೋವಿಂದರಾವ್(86) ಅವರು ಶುಕ್ರವಾರ ವಿಧಿವಶರಾದರು. ಗೋವಿಂದ ರಾವ್ ಅವರು ವಯೋಸಹಜ ಕಾಯಿಲೆಯಿಂದ ಬಳಲುತ್ತಿದ್ದರು. ಜಿ.ಕೆ.ಗೋವಿಂದ ರಾವ್ 1937 ಏಪ್ರಿಲ್ 27ರಂದು ಜನಿಸಿದ್ದರು. ಇಂಗ್ಲಿಷ್ ಪ್ರಾಧ್ಯಾಪಕರಾಗಿ ಸೇವೆ ಸಲ್ಲಿಸಿ, ನಟ, ವಿಮರ್ಶಕ, ಚಿಂತಕರಾಗಿ ಹೆಸರು ಮಾಡಿದ್ದರು. ಗ್ರಹಣ, ಮಿಥಿಲೆಯ ಸೀತೆಯರು ಸೇರಿದಂತೆ ಹಲವು ಚಿತ್ರಗಳಲ್ಲಿ ನಟಿಸಿದ್ದರು. ಕಿರುತೆರೆ ಧಾರಾವಾಹಿಗಳಲ್ಲೂ ಅಭಿನಯಿಸಿದ್ದರು. ಗೋವಿಂದರಾವ್ ಅವರ ನಿಧನಕ್ಕೆ ಮುಖ್ಯಮಂತ್ರಿ ಬಸವರಾಜ ಬೊಮ್ಮಾಯಿ, ಮಾಜಿ ಮುಖ್ಯಮಂತ್ರಿ ಸಿದ್ದರಾಮಯ್ಯ ಸೇರಿದಂತೆ ಹಲವು ಗಣ್ಯರು ಸಂತಾಪ ಸೂಚಿಸಿದ್ದಾರೆ. ಅವರ ಅಂತ್ಯಕ್ರಿಯೆ ಹುಬ್ಬಳ್ಳಿಯಲ್ಲಿ ನೆರವೇರಲಿದೆ ಎಂದು ಕುಟುಂಬದ ಮೂಲಗಳು ತಿಳಿಸಿವೆ. [110,1209,285,1339]
congress-headline-line2: ಅರ್ಜಿ ಸಲ್ಲಿಸಿದ ಕೆ.ಮರಿಗೌಡ [631,121,819,145]
crowd-row [545,182,905,258]
lion-headline-line2: ಒಬ್ಬನ ಬಂಧನ [817,894,878,909]
palace-dome-left [329,1181,353,1205]
